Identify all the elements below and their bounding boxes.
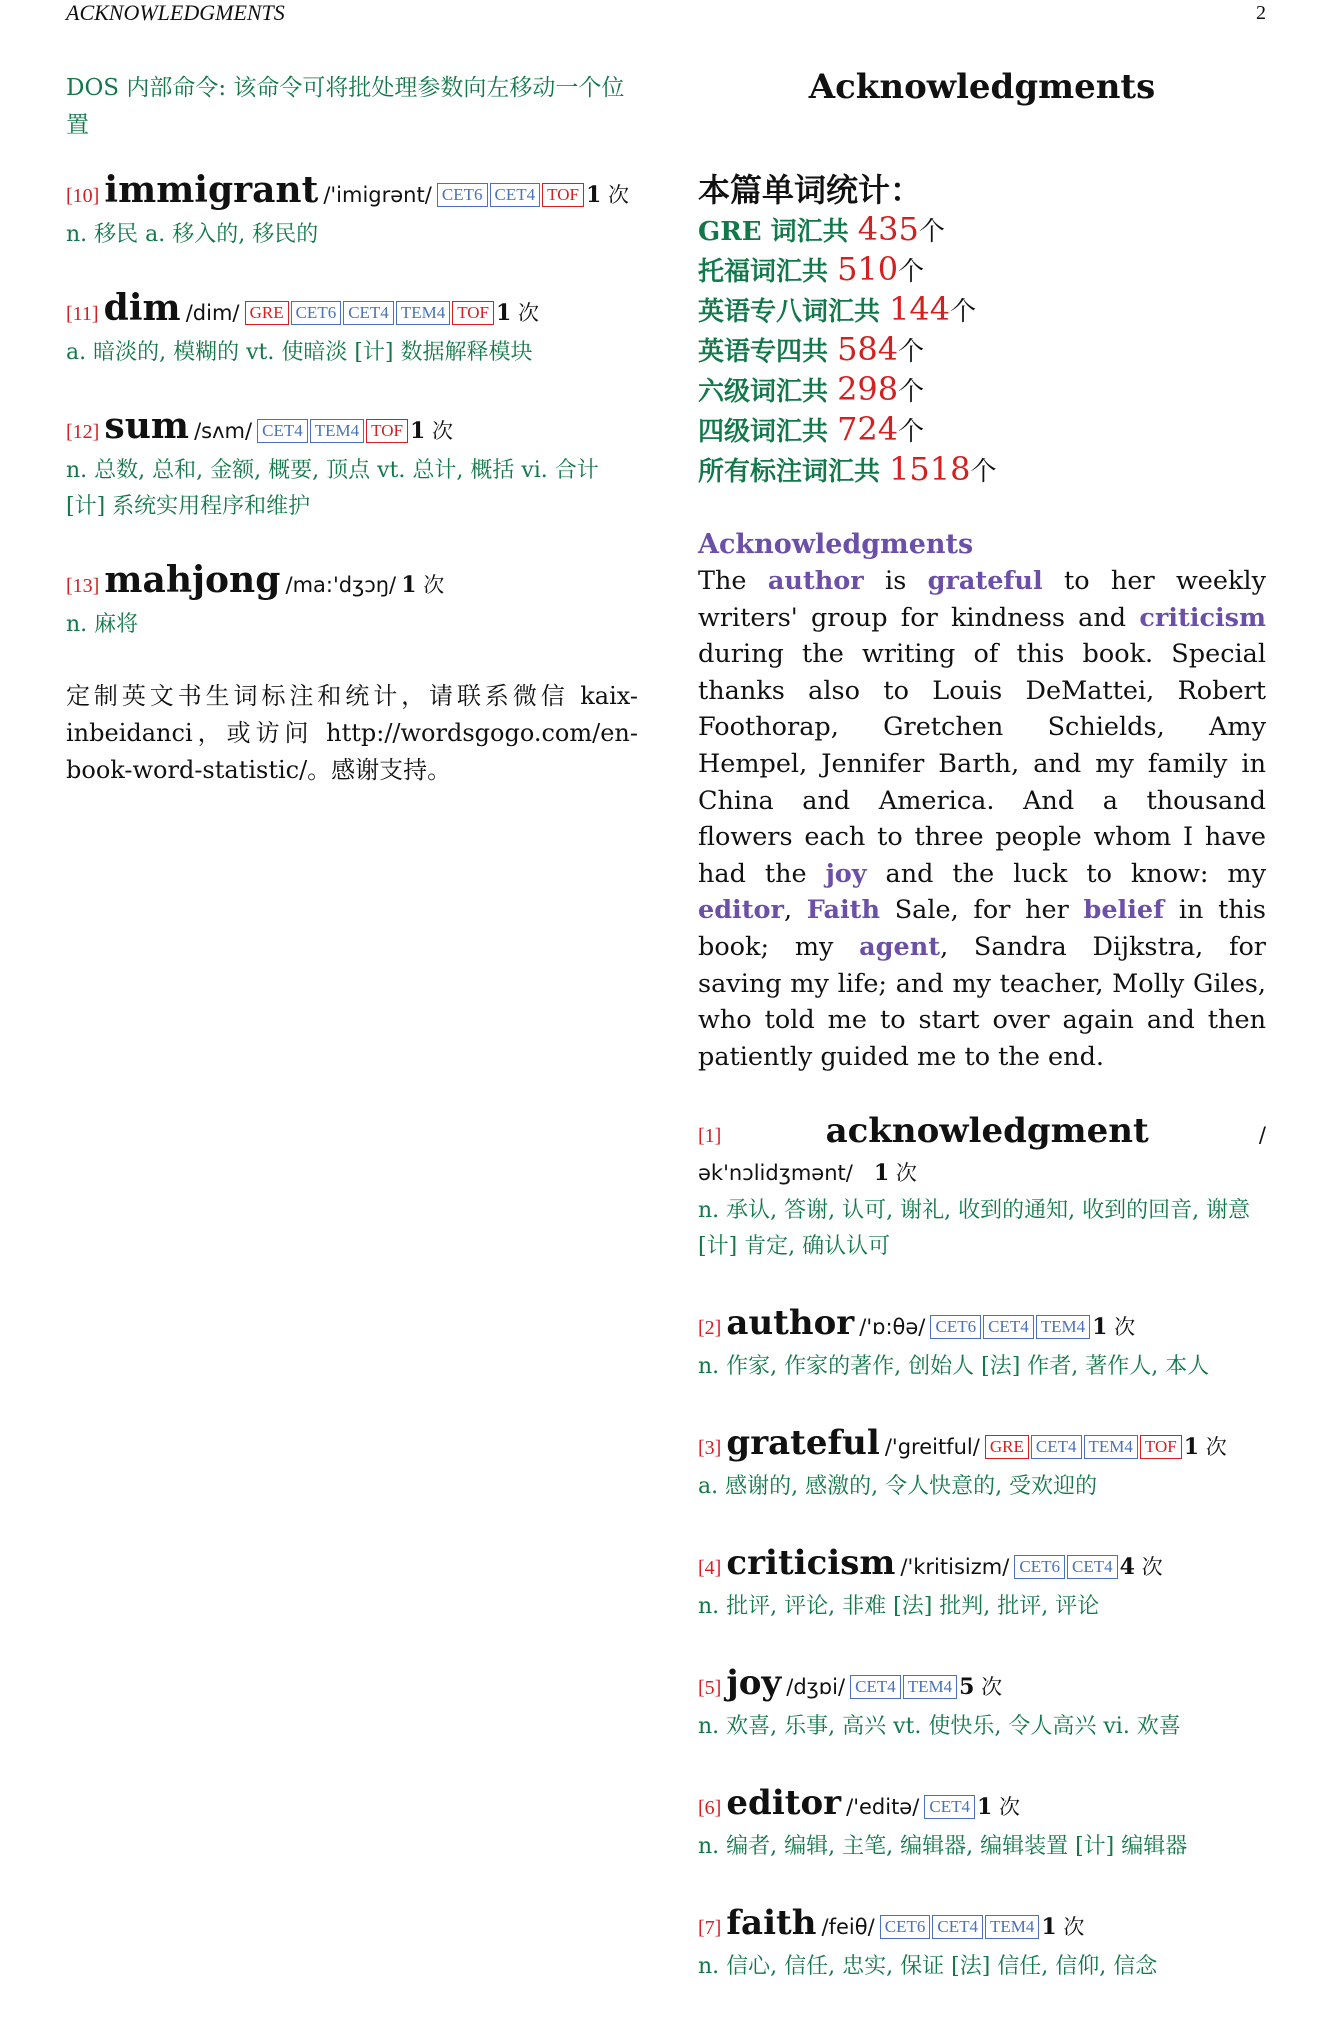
stat-value: 298 bbox=[837, 370, 899, 408]
tag-cet6: CET6 bbox=[1014, 1555, 1065, 1579]
tag-tof: TOF bbox=[1140, 1435, 1182, 1459]
count-unit: 次 bbox=[423, 573, 445, 597]
tag-cet4: CET4 bbox=[343, 301, 394, 325]
entry-index: [11] bbox=[66, 303, 99, 325]
vocab-entry bbox=[66, 288, 638, 371]
count-unit: 次 bbox=[1205, 1435, 1227, 1460]
occurrence-count bbox=[496, 301, 539, 325]
text-run: during the writing of this book. Special thanks also to Louis DeMattei, Robert Foothorap, Gretchen Schields, Amy Hempel, Jennifer Barth, and my family in China and America. And a thousand flowers each to three people whom I have had the bbox=[698, 639, 1266, 889]
stats-list bbox=[698, 211, 1266, 491]
vocab-entry bbox=[698, 1113, 1266, 1265]
definition: n. 作家, 作家的著作, 创始人 [法] 作者, 著作人, 本人 bbox=[698, 1354, 1210, 1380]
highlighted-word: grateful bbox=[927, 566, 1043, 596]
entry-index: [5] bbox=[698, 1677, 722, 1700]
tag-cet4: CET4 bbox=[1031, 1435, 1082, 1459]
stat-line bbox=[698, 211, 1266, 251]
tag-cet4: CET4 bbox=[932, 1915, 983, 1939]
stat-label: 英语专八词汇共 bbox=[698, 297, 890, 327]
right-column bbox=[698, 62, 1266, 2023]
stat-line bbox=[698, 331, 1266, 371]
headword: criticism bbox=[726, 1543, 896, 1584]
phonetic: /'kritisizm/ bbox=[900, 1555, 1010, 1580]
occurrence-count bbox=[959, 1675, 1002, 1699]
count-value: 1 bbox=[1183, 1434, 1200, 1461]
stat-value: 144 bbox=[889, 290, 951, 328]
occurrence-count bbox=[410, 419, 453, 443]
definition: n. 移民 a. 移入的, 移民的 bbox=[66, 222, 319, 247]
stat-unit: 个 bbox=[970, 457, 997, 487]
definition: n. 编者, 编辑, 主笔, 编辑器, 编辑装置 [计] 编辑器 bbox=[698, 1834, 1188, 1860]
occurrence-count bbox=[874, 1161, 917, 1185]
entry-head bbox=[698, 1423, 1266, 1469]
stat-line bbox=[698, 371, 1266, 411]
vocab-entry bbox=[698, 1783, 1266, 1865]
tag-tem4: TEM4 bbox=[985, 1915, 1039, 1939]
promo-text: 定制英文书生词标注和统计，请联系微信 kaix-inbeidanci，或访问 http://wordsgogo.com/en-book-word-statistic/。感谢支持。 bbox=[66, 682, 638, 784]
count-value: 1 bbox=[977, 1794, 993, 1821]
phonetic: /dʒɒi/ bbox=[786, 1675, 846, 1700]
definition: a. 暗淡的, 模糊的 vt. 使暗淡 [计] 数据解释模块 bbox=[66, 340, 533, 365]
headword: grateful bbox=[726, 1423, 880, 1464]
occurrence-count bbox=[977, 1795, 1020, 1819]
tag-tof: TOF bbox=[366, 419, 408, 443]
count-value: 1 bbox=[496, 300, 512, 326]
stat-label: 六级词汇共 bbox=[698, 377, 838, 407]
tag-tem4: TEM4 bbox=[903, 1675, 957, 1699]
text-run: Sale, for her bbox=[880, 895, 1084, 926]
left-entries bbox=[66, 170, 638, 643]
stat-line bbox=[698, 251, 1266, 291]
stat-unit: 个 bbox=[898, 337, 925, 367]
stat-unit: 个 bbox=[898, 257, 925, 287]
count-value: 1 bbox=[1092, 1314, 1108, 1341]
running-head: ACKNOWLEDGMENTS bbox=[66, 0, 285, 25]
tag-tem4: TEM4 bbox=[1084, 1435, 1138, 1459]
tag-tof: TOF bbox=[452, 301, 494, 325]
vocab-entry bbox=[698, 1423, 1266, 1505]
entry-head bbox=[698, 1663, 1266, 1709]
phonetic: /dim/ bbox=[185, 301, 240, 325]
entry-index: [7] bbox=[698, 1917, 722, 1940]
text-run: to her weekly writers' group for kindness and bbox=[698, 566, 1266, 633]
entry-index: [12] bbox=[66, 421, 100, 443]
tag-gre: GRE bbox=[985, 1435, 1029, 1459]
tag-cet6: CET6 bbox=[291, 301, 342, 325]
count-unit: 次 bbox=[431, 419, 453, 443]
entry-head bbox=[698, 1783, 1266, 1829]
stat-label: GRE 词汇共 bbox=[698, 217, 858, 247]
stat-value: 584 bbox=[837, 330, 899, 368]
occurrence-count bbox=[586, 183, 629, 207]
count-value: 4 bbox=[1119, 1554, 1135, 1581]
entry-index: [2] bbox=[698, 1317, 722, 1340]
phonetic: /'greitful/ bbox=[884, 1435, 980, 1460]
occurrence-count bbox=[1184, 1435, 1227, 1459]
text-run: The bbox=[698, 566, 768, 596]
headword: mahjong bbox=[104, 559, 281, 601]
occurrence-count bbox=[1092, 1315, 1135, 1339]
stat-unit: 个 bbox=[898, 417, 925, 447]
headword: author bbox=[726, 1303, 855, 1344]
entry-head bbox=[698, 1303, 1266, 1349]
definition: a. 感谢的, 感激的, 令人快意的, 受欢迎的 bbox=[698, 1474, 1098, 1500]
entry-index: [3] bbox=[698, 1437, 722, 1460]
phonetic: /sʌm/ bbox=[194, 419, 253, 443]
phonetic: /'ɒ:θə/ bbox=[859, 1315, 926, 1340]
stat-value: 724 bbox=[837, 410, 899, 448]
count-value: 1 bbox=[409, 418, 426, 444]
count-value: 5 bbox=[959, 1674, 975, 1701]
highlighted-word: criticism bbox=[1139, 602, 1266, 633]
entry-head bbox=[66, 560, 638, 607]
tag-cet4: CET4 bbox=[490, 183, 541, 207]
stat-unit: 个 bbox=[918, 217, 945, 247]
phonetic: /'imigrənt/ bbox=[323, 183, 432, 207]
tag-tem4: TEM4 bbox=[396, 301, 450, 325]
tag-tof: TOF bbox=[542, 183, 584, 207]
entry-head bbox=[698, 1903, 1266, 1949]
count-unit: 次 bbox=[1141, 1555, 1163, 1580]
stat-value: 1518 bbox=[889, 450, 971, 488]
definition: n. 批评, 评论, 非难 [法] 批判, 批评, 评论 bbox=[698, 1594, 1100, 1620]
vocab-entry bbox=[66, 406, 638, 525]
count-value: 1 bbox=[401, 572, 417, 598]
count-unit: 次 bbox=[999, 1795, 1021, 1820]
vocab-entry bbox=[698, 1543, 1266, 1625]
tag-cet6: CET6 bbox=[930, 1315, 981, 1339]
occurrence-count bbox=[1120, 1555, 1163, 1579]
entry-index: [1] bbox=[698, 1125, 722, 1148]
vocab-entry bbox=[698, 1663, 1266, 1745]
entry-head bbox=[698, 1543, 1266, 1589]
tag-tem4: TEM4 bbox=[1036, 1315, 1090, 1339]
entry-index: [13] bbox=[66, 575, 100, 597]
tag-gre: GRE bbox=[245, 301, 289, 325]
stat-unit: 个 bbox=[950, 297, 977, 327]
entry-index: [10] bbox=[66, 185, 100, 207]
tag-cet4: CET4 bbox=[983, 1315, 1034, 1339]
headword: dim bbox=[103, 287, 181, 329]
vocab-entry bbox=[66, 170, 638, 253]
stat-value: 510 bbox=[837, 250, 899, 288]
stat-line bbox=[698, 411, 1266, 451]
vocab-entry bbox=[698, 1303, 1266, 1385]
tag-cet4: CET4 bbox=[850, 1675, 901, 1699]
entry-head bbox=[66, 288, 638, 335]
headword: editor bbox=[726, 1783, 842, 1824]
vocab-entry bbox=[66, 560, 638, 643]
phonetic: /ək'nɔlidʒmənt/ bbox=[698, 1123, 1266, 1186]
headword: joy bbox=[726, 1663, 782, 1704]
count-unit: 次 bbox=[1114, 1315, 1136, 1340]
left-column bbox=[66, 70, 638, 789]
phonetic: /'editə/ bbox=[846, 1795, 920, 1820]
entry-head bbox=[66, 170, 638, 217]
headword: acknowledgment bbox=[825, 1111, 1149, 1152]
tag-cet6: CET6 bbox=[437, 183, 488, 207]
entry-head bbox=[66, 406, 638, 453]
definition: n. 承认, 答谢, 认可, 谢礼, 收到的通知, 收到的回音, 谢意 [计] 肯定, 确认认可 bbox=[698, 1198, 1251, 1260]
acknowledgment-paragraph bbox=[698, 563, 1266, 1075]
text-run: and the luck to know: my bbox=[866, 858, 1266, 889]
stat-value: 435 bbox=[857, 210, 919, 248]
count-unit: 次 bbox=[607, 183, 629, 207]
entry-head bbox=[698, 1113, 1266, 1193]
definition-fragment: DOS 内部命令: 该命令可将批处理参数向左移动一个位置 bbox=[66, 75, 625, 138]
tag-cet6: CET6 bbox=[880, 1915, 931, 1939]
headword: sum bbox=[104, 405, 189, 447]
definition: n. 麻将 bbox=[66, 612, 139, 637]
stat-label: 英语专四共 bbox=[698, 337, 838, 367]
headword: immigrant bbox=[104, 169, 319, 211]
stat-unit: 个 bbox=[898, 377, 925, 407]
highlighted-word: Faith bbox=[806, 895, 881, 926]
occurrence-count bbox=[401, 573, 444, 597]
stat-label: 所有标注词汇共 bbox=[698, 457, 890, 487]
entry-index: [4] bbox=[698, 1557, 722, 1580]
tag-tem4: TEM4 bbox=[310, 419, 364, 443]
section-heading: Acknowledgments bbox=[698, 529, 974, 560]
count-value: 1 bbox=[585, 182, 602, 208]
page-number: 2 bbox=[1256, 2, 1266, 24]
highlighted-word: joy bbox=[825, 858, 867, 889]
stats-heading: 本篇单词统计： bbox=[698, 171, 923, 209]
highlighted-word: belief bbox=[1083, 895, 1165, 926]
text-run: in this book; my bbox=[698, 895, 1266, 962]
count-value: 1 bbox=[1041, 1914, 1057, 1941]
stat-line bbox=[698, 451, 1266, 491]
definition: n. 总数, 总和, 金额, 概要, 顶点 vt. 总计, 概括 vi. 合计 [计] 系统实用程序和维护 bbox=[66, 458, 599, 519]
definition: n. 欢喜, 乐事, 高兴 vt. 使快乐, 令人高兴 vi. 欢喜 bbox=[698, 1714, 1181, 1740]
tag-cet4: CET4 bbox=[924, 1795, 975, 1819]
count-value: 1 bbox=[873, 1160, 890, 1187]
text-run: is bbox=[863, 566, 928, 596]
phonetic: /ma:'dʒɔŋ/ bbox=[285, 573, 397, 597]
tag-cet4: CET4 bbox=[1067, 1555, 1118, 1579]
highlighted-word: author bbox=[767, 566, 864, 596]
vocab-entry bbox=[698, 1903, 1266, 1985]
headword: faith bbox=[726, 1903, 817, 1944]
text-run: , bbox=[783, 895, 807, 926]
entry-index: [6] bbox=[698, 1797, 722, 1820]
right-entries bbox=[698, 1113, 1266, 1985]
stat-label: 四级词汇共 bbox=[698, 417, 838, 447]
page-title: Acknowledgments bbox=[808, 67, 1156, 107]
count-unit: 次 bbox=[981, 1675, 1003, 1700]
tag-cet4: CET4 bbox=[257, 419, 308, 443]
text-run: , Sandra Dijkstra, for saving my life; and my teacher, Molly Giles, who told me to start over again and then patiently guided me to the end. bbox=[698, 931, 1266, 1072]
phonetic: /feiθ/ bbox=[821, 1915, 875, 1940]
occurrence-count bbox=[1041, 1915, 1084, 1939]
stat-line bbox=[698, 291, 1266, 331]
count-unit: 次 bbox=[895, 1161, 917, 1186]
stat-label: 托福词汇共 bbox=[698, 257, 838, 287]
definition: n. 信心, 信任, 忠实, 保证 [法] 信任, 信仰, 信念 bbox=[698, 1954, 1158, 1980]
count-unit: 次 bbox=[1063, 1915, 1085, 1940]
count-unit: 次 bbox=[518, 301, 540, 325]
highlighted-word: editor bbox=[698, 895, 784, 926]
highlighted-word: agent bbox=[859, 931, 941, 962]
